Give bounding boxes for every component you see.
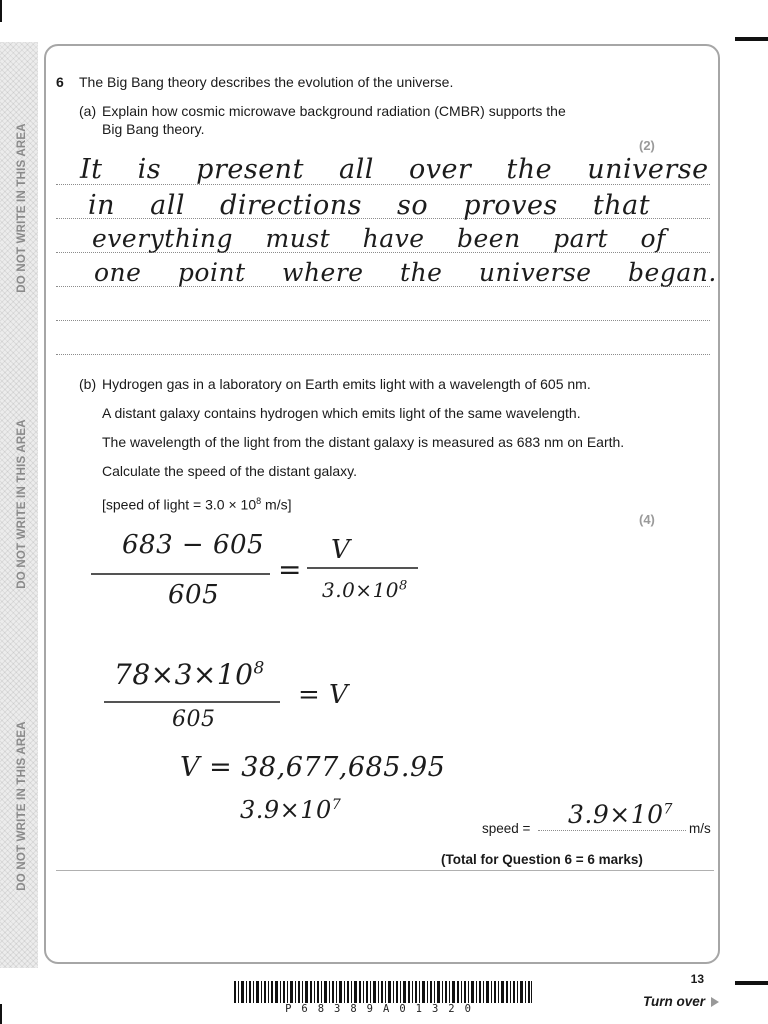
- working-rounded: $3.9\times 10^7$: [240, 796, 342, 824]
- question-total: (Total for Question 6 = 6 marks): [441, 852, 643, 867]
- working-eq2-numerator: $78\times 3\times 10^8$: [114, 658, 265, 691]
- part-a-prompt: Big Bang theory.: [102, 121, 205, 137]
- part-b-text: Calculate the speed of the distant galaxy.: [102, 463, 358, 479]
- working-eq1-numerator: 683 − 605: [122, 530, 265, 560]
- barcode-text: P68389A01320: [285, 1003, 481, 1015]
- barcode-icon: [234, 981, 532, 1003]
- working-result: V = 38,677,685.95: [180, 752, 446, 783]
- handwritten-answer: everything must have been part of: [92, 224, 666, 253]
- handwritten-answer: one point where the universe began.: [94, 258, 717, 287]
- margin-warning: DO NOT WRITE IN THIS AREA: [16, 721, 28, 891]
- part-a-prompt: Explain how cosmic microwave background radiation (CMBR) supports the: [102, 103, 566, 119]
- page-number: 13: [690, 972, 704, 986]
- part-b-label: (b): [79, 376, 97, 392]
- working-eq1-rhs-numerator: V: [331, 535, 351, 565]
- speed-label: speed =: [482, 821, 531, 836]
- speed-unit: m/s: [689, 821, 711, 836]
- part-b-text: Hydrogen gas in a laboratory on Earth emits light with a wavelength of 605 nm.: [102, 376, 591, 392]
- handwritten-answer: It is present all over the universe: [80, 154, 709, 185]
- margin-warning: DO NOT WRITE IN THIS AREA: [16, 123, 28, 293]
- working-eq2-denominator: 605: [172, 707, 216, 732]
- turn-over: Turn over: [643, 994, 719, 1009]
- part-a-label: (a): [79, 103, 97, 119]
- handwritten-answer: in all directions so proves that: [88, 190, 651, 221]
- part-b-text: A distant galaxy contains hydrogen which emits light of the same wavelength.: [102, 405, 581, 421]
- speed-answer-line: [538, 830, 686, 831]
- margin-warning: DO NOT WRITE IN THIS AREA: [16, 419, 28, 589]
- question-stem: The Big Bang theory describes the evolution of the universe.: [79, 74, 454, 90]
- speed-answer: $3.9\times 10^7$: [568, 800, 673, 829]
- working-eq1-rhs-denominator: $3.0\times 10^8$: [322, 578, 408, 602]
- working-eq1-denominator: 605: [168, 580, 220, 610]
- given-data: [speed of light = $3.0 \times 10^8$ m/s]: [102, 496, 292, 513]
- total-rule: [56, 870, 714, 871]
- part-b-marks: (4): [639, 512, 655, 527]
- arrow-right-icon: [711, 997, 719, 1007]
- part-b-text: The wavelength of the light from the distant galaxy is measured as 683 nm on Earth.: [102, 434, 625, 450]
- working-eq1-equals: =: [278, 553, 302, 586]
- question-number: 6: [56, 74, 64, 90]
- part-a-marks: (2): [639, 138, 655, 153]
- working-eq2-rhs: = V: [298, 680, 349, 710]
